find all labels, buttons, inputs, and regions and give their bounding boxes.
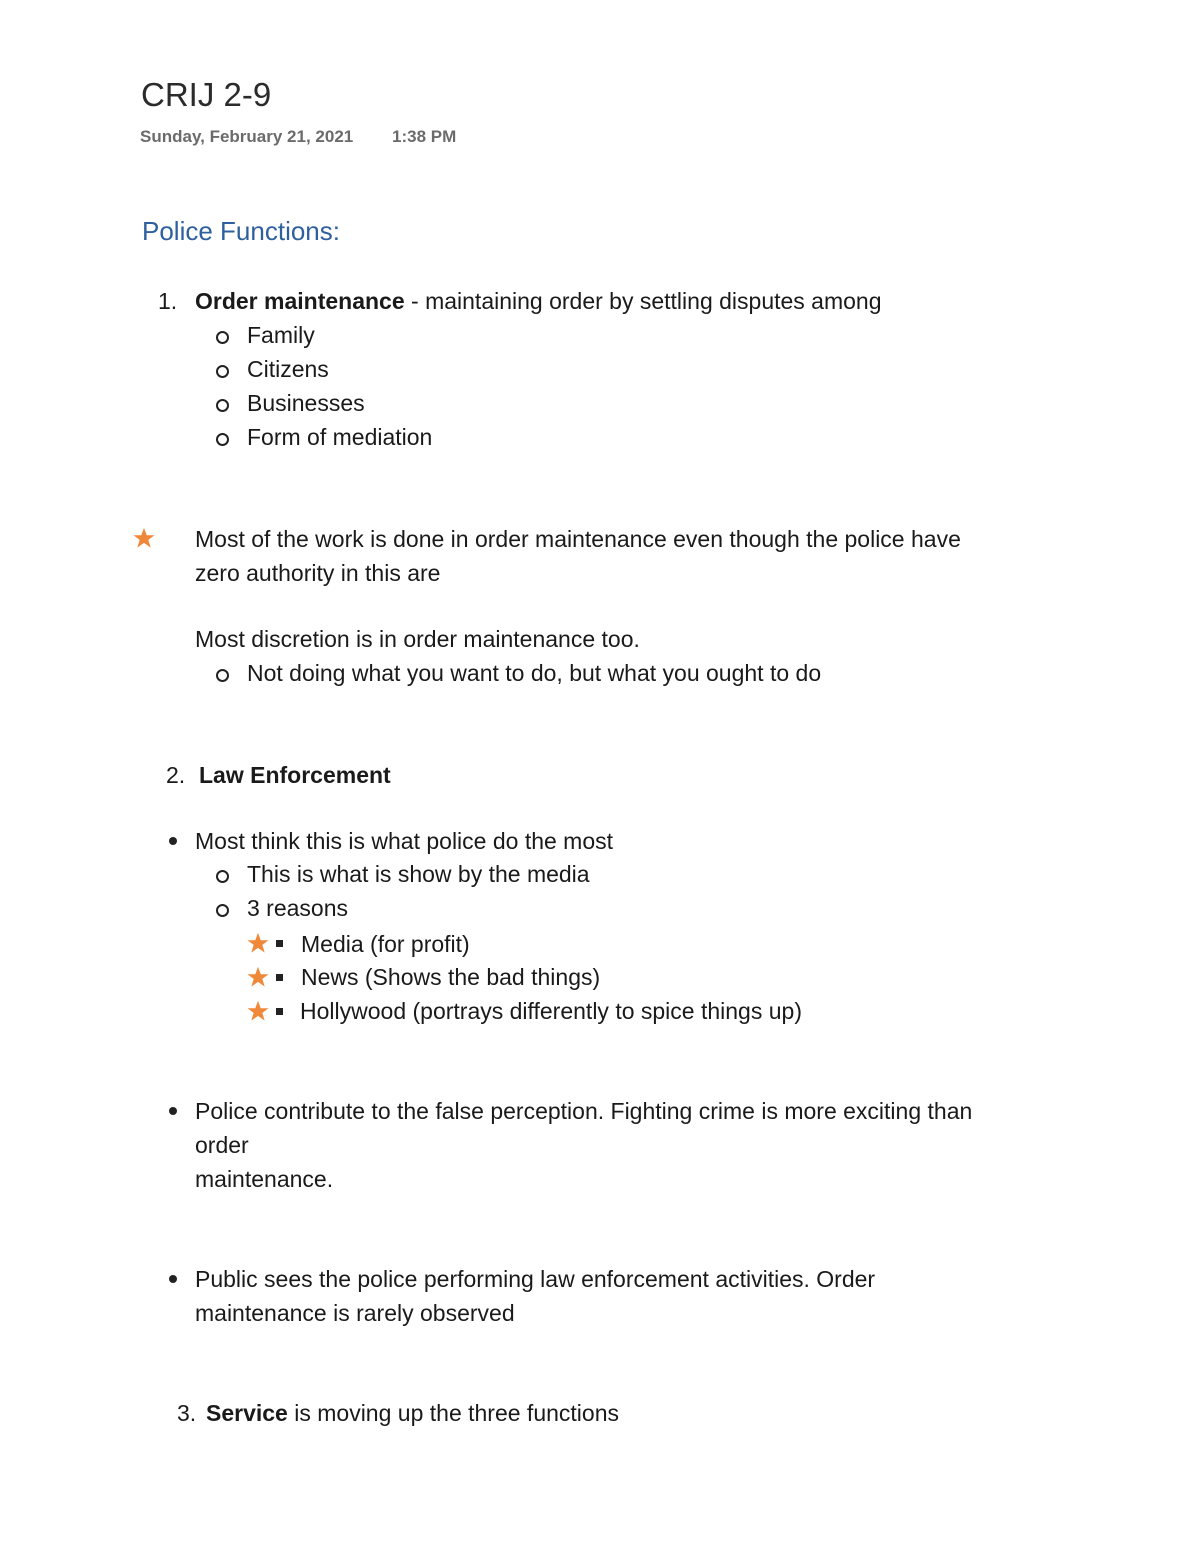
list-item: Citizens — [247, 356, 329, 382]
note-line: zero authority in this are — [195, 560, 441, 586]
list-item: Most think this is what police do the most — [195, 828, 614, 854]
star-icon — [247, 932, 269, 954]
law-enforcement-heading: Law Enforcement — [199, 762, 391, 788]
list-number-3: 3. — [177, 1400, 197, 1426]
page-title: CRIJ 2-9 — [141, 76, 272, 113]
circle-bullet-icon — [216, 870, 229, 883]
bullet-dot-icon — [169, 1107, 177, 1115]
list-number-1: 1. — [158, 288, 178, 314]
service-term: Service — [206, 1400, 288, 1426]
bullet-dot-icon — [169, 837, 177, 845]
service-line — [206, 1396, 619, 1430]
star-icon — [247, 966, 269, 988]
paragraph-line: order — [195, 1132, 249, 1158]
note-line: Most discretion is in order maintenance too. — [195, 626, 640, 652]
circle-bullet-icon — [216, 433, 229, 446]
circle-bullet-icon — [216, 904, 229, 917]
list-item: Not doing what you want to do, but what you ought to do — [247, 660, 822, 686]
order-maintenance-definition: - maintaining order by settling disputes among — [404, 288, 882, 314]
order-maintenance-line — [195, 284, 882, 318]
paragraph-line: maintenance is rarely observed — [195, 1300, 515, 1326]
list-item: This is what is show by the media — [247, 861, 590, 887]
list-item: Hollywood (portrays differently to spice things up) — [300, 998, 802, 1024]
square-bullet-icon — [276, 1008, 283, 1015]
list-item: Family — [247, 322, 315, 348]
circle-bullet-icon — [216, 331, 229, 344]
star-icon — [133, 527, 155, 549]
service-description: is moving up the three functions — [287, 1400, 619, 1426]
square-bullet-icon — [276, 974, 283, 981]
square-bullet-icon — [276, 940, 283, 947]
paragraph-line: Public sees the police performing law enforcement activities. Order — [195, 1266, 876, 1292]
order-maintenance-term: Order maintenance — [195, 288, 405, 314]
bullet-dot-icon — [169, 1275, 177, 1283]
page-time: 1:38 PM — [392, 127, 457, 146]
note-line: Most of the work is done in order maintenance even though the police have — [195, 526, 961, 552]
list-item: Media (for profit) — [301, 931, 470, 957]
paragraph-line: Police contribute to the false perception. Fighting crime is more exciting than — [195, 1098, 973, 1124]
list-item: Businesses — [247, 390, 365, 416]
page-date: Sunday, February 21, 2021 — [140, 127, 354, 146]
list-item: Form of mediation — [247, 424, 433, 450]
list-item: News (Shows the bad things) — [301, 964, 601, 990]
circle-bullet-icon — [216, 365, 229, 378]
circle-bullet-icon — [216, 399, 229, 412]
section-heading: Police Functions: — [142, 216, 340, 246]
star-icon — [247, 1000, 269, 1022]
list-number-2: 2. — [166, 762, 186, 788]
paragraph-line: maintenance. — [195, 1166, 334, 1192]
circle-bullet-icon — [216, 669, 229, 682]
list-item: 3 reasons — [247, 895, 349, 921]
